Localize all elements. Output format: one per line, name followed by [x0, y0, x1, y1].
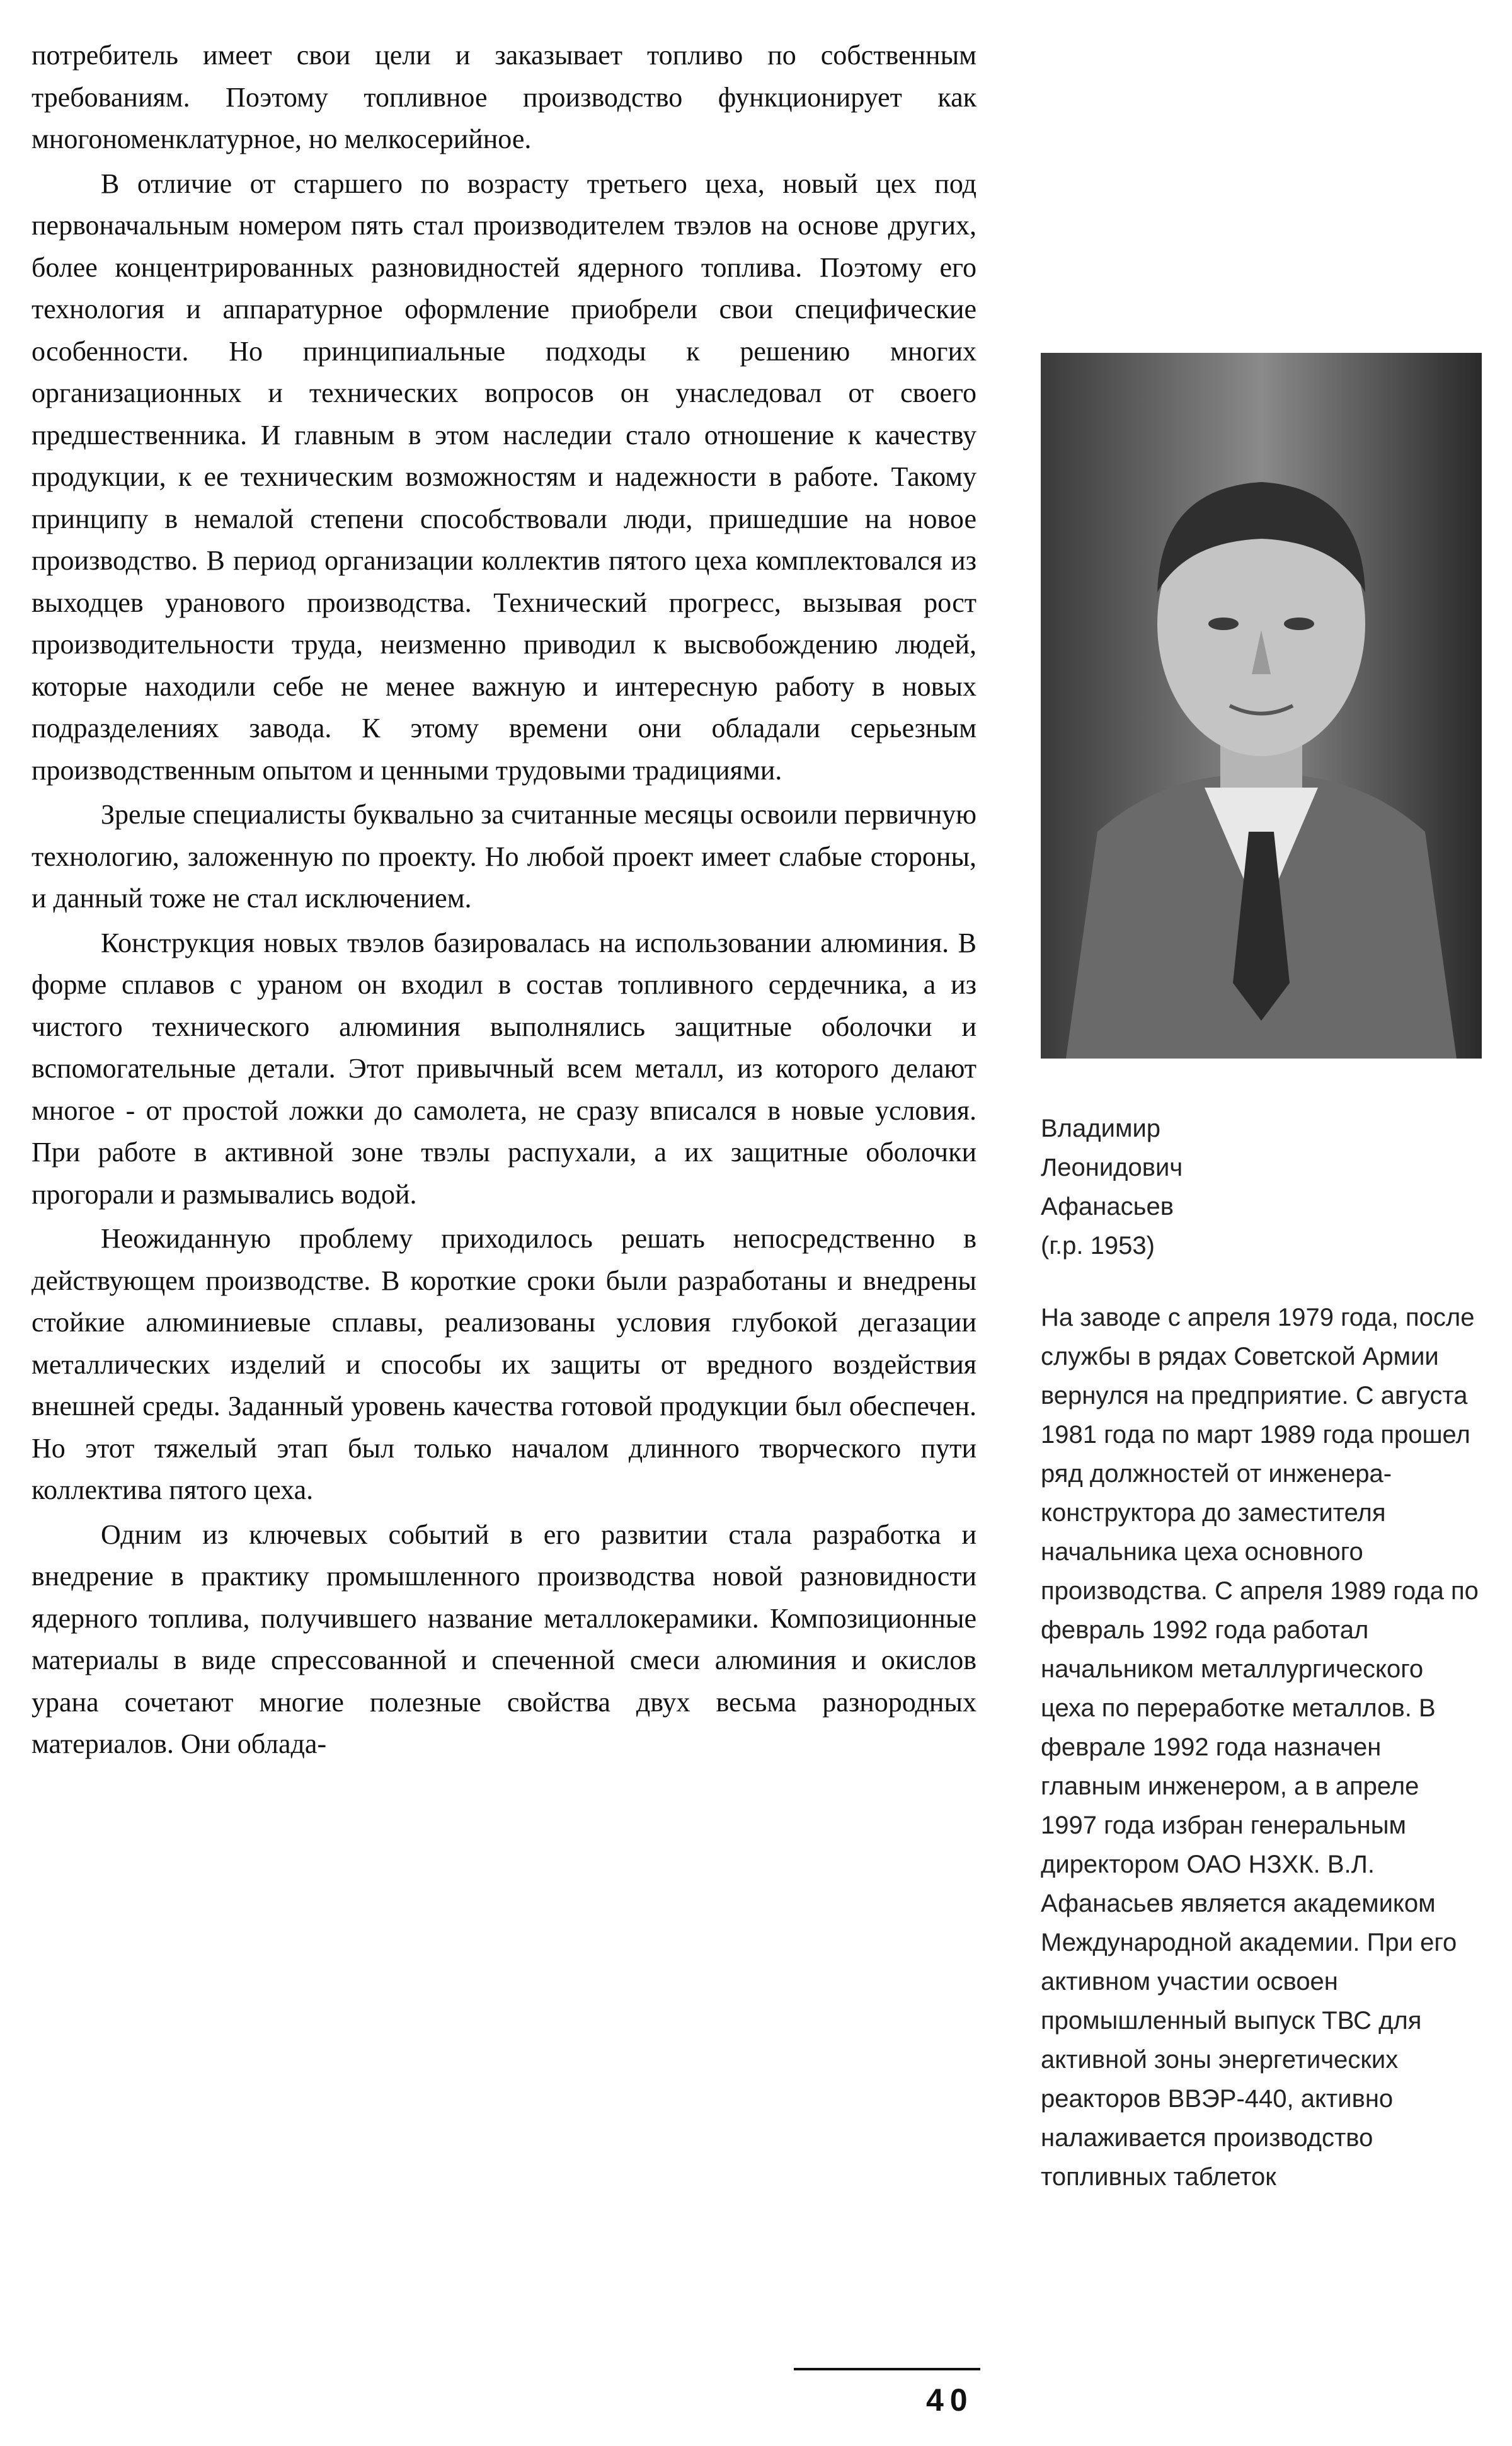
last-name: Афанасьев [1041, 1193, 1174, 1220]
article-paragraph-3: Зрелые специалисты буквально за считанные месяцы освоили первичную технологию, заложенную по проекту. Но любой проект имеет слабые стороны, и данный тоже не стал исключением. [32, 799, 976, 914]
article-paragraph-1: потребитель имеет свои цели и заказывает топливо по собственным требованиям. Поэтому топливное производство функционирует как многономенклатурное, но мелкосерийное. [32, 40, 976, 154]
article-paragraph-4: Конструкция новых твэлов базировалась на использовании алюминия. В форме сплавов с ураном он входил в состав топливного сердечника, а из чистого технического алюминия выполнялись защитные оболочки и вспомогательные детали. Этот привычный всем металл, из которого делают многое - от простой ложки до самолета, не сразу вписался в новые условия. При работе в активной зоне твэлы распухали, а их защитные оболочки прогорали и размывались водой. [32, 927, 976, 1210]
person-name-block [1041, 1109, 1482, 1265]
article-paragraph-2: В отличие от старшего по возрасту третьего цеха, новый цех под первоначальным номером пять стал производителем твэлов на основе других, более концентрированных разновидностей ядерного топлива. Поэтому его технология и аппаратурное оформление приобрели свои специфические особенности. Но принципиальные подходы к решению многих организационных и технических вопросов он унаследовал от своего предшественника. И главным в этом наследии стало отношение к качеству продукции, к ее техническим возможностям и надежности в работе. Такому принципу в немалой степени способствовали люди, пришедшие на новое производство. В период организации коллектив пятого цеха комплектовался из выходцев уранового производства. Технический прогресс, вызывая рост производительности труда, неизменно приводил к высвобождению людей, которые находили себе не менее важную и интересную работу в новых подразделениях завода. К этому времени они обладали серьезным производственным опытом и ценными трудовыми традициями. [32, 168, 976, 786]
birth-year: (г.р. 1953) [1041, 1232, 1155, 1260]
article-paragraph-5: Неожиданную проблему приходилось решать непосредственно в действующем производстве. В короткие сроки были разработаны и внедрены стойкие алюминиевые сплавы, реализованы условия глубокой дегазации металлических изделий и способы их защиты от вредного воздействия внешней среды. Заданный уровень качества готовой продукции был обеспечен. Но этот тяжелый этап был только началом длинного творческого пути коллектива пятого цеха. [32, 1223, 976, 1505]
page-number: 40 [926, 2382, 974, 2418]
article-paragraph-6: Одним из ключевых событий в его развитии стала разработка и внедрение в практику промышленного производства новой разновидности ядерного топлива, получившего название металлокерамики. Композиционные материалы в виде спрессованной и спеченной смеси алюминия и окислов урана сочетают многие полезные свойства двух весьма разнородных материалов. Они облада- [32, 1519, 976, 1759]
biography: На заводе с апреля 1979 года, после службы в рядах Советской Армии вернулся на предприятие. С августа 1981 года по март 1989 года прошел ряд должностей от инженера-конструктора до заместителя начальника цеха основного производства. С апреля 1989 года по февраль 1992 года работал начальником металлургического цеха по переработке металлов. В феврале 1992 года назначен главным инженером, а в апреле 1997 года избран генеральным директором ОАО НЗХК. В.Л. Афанасьев является академиком Международной академии. При его активном участии освоен промышленный выпуск ТВС для активной зоны энергетических реакторов ВВЭР-440, активно налаживается производство топливных таблеток [1041, 1304, 1479, 2191]
patronymic: Леонидович [1041, 1154, 1183, 1181]
article-body [32, 35, 976, 1766]
sidebar [1041, 353, 1482, 2196]
photo-caption [1041, 1109, 1482, 2196]
portrait-photo [1041, 353, 1482, 1059]
footer-rule [794, 2368, 980, 2370]
portrait-illustration [1041, 353, 1482, 1059]
first-name: Владимир [1041, 1115, 1161, 1142]
